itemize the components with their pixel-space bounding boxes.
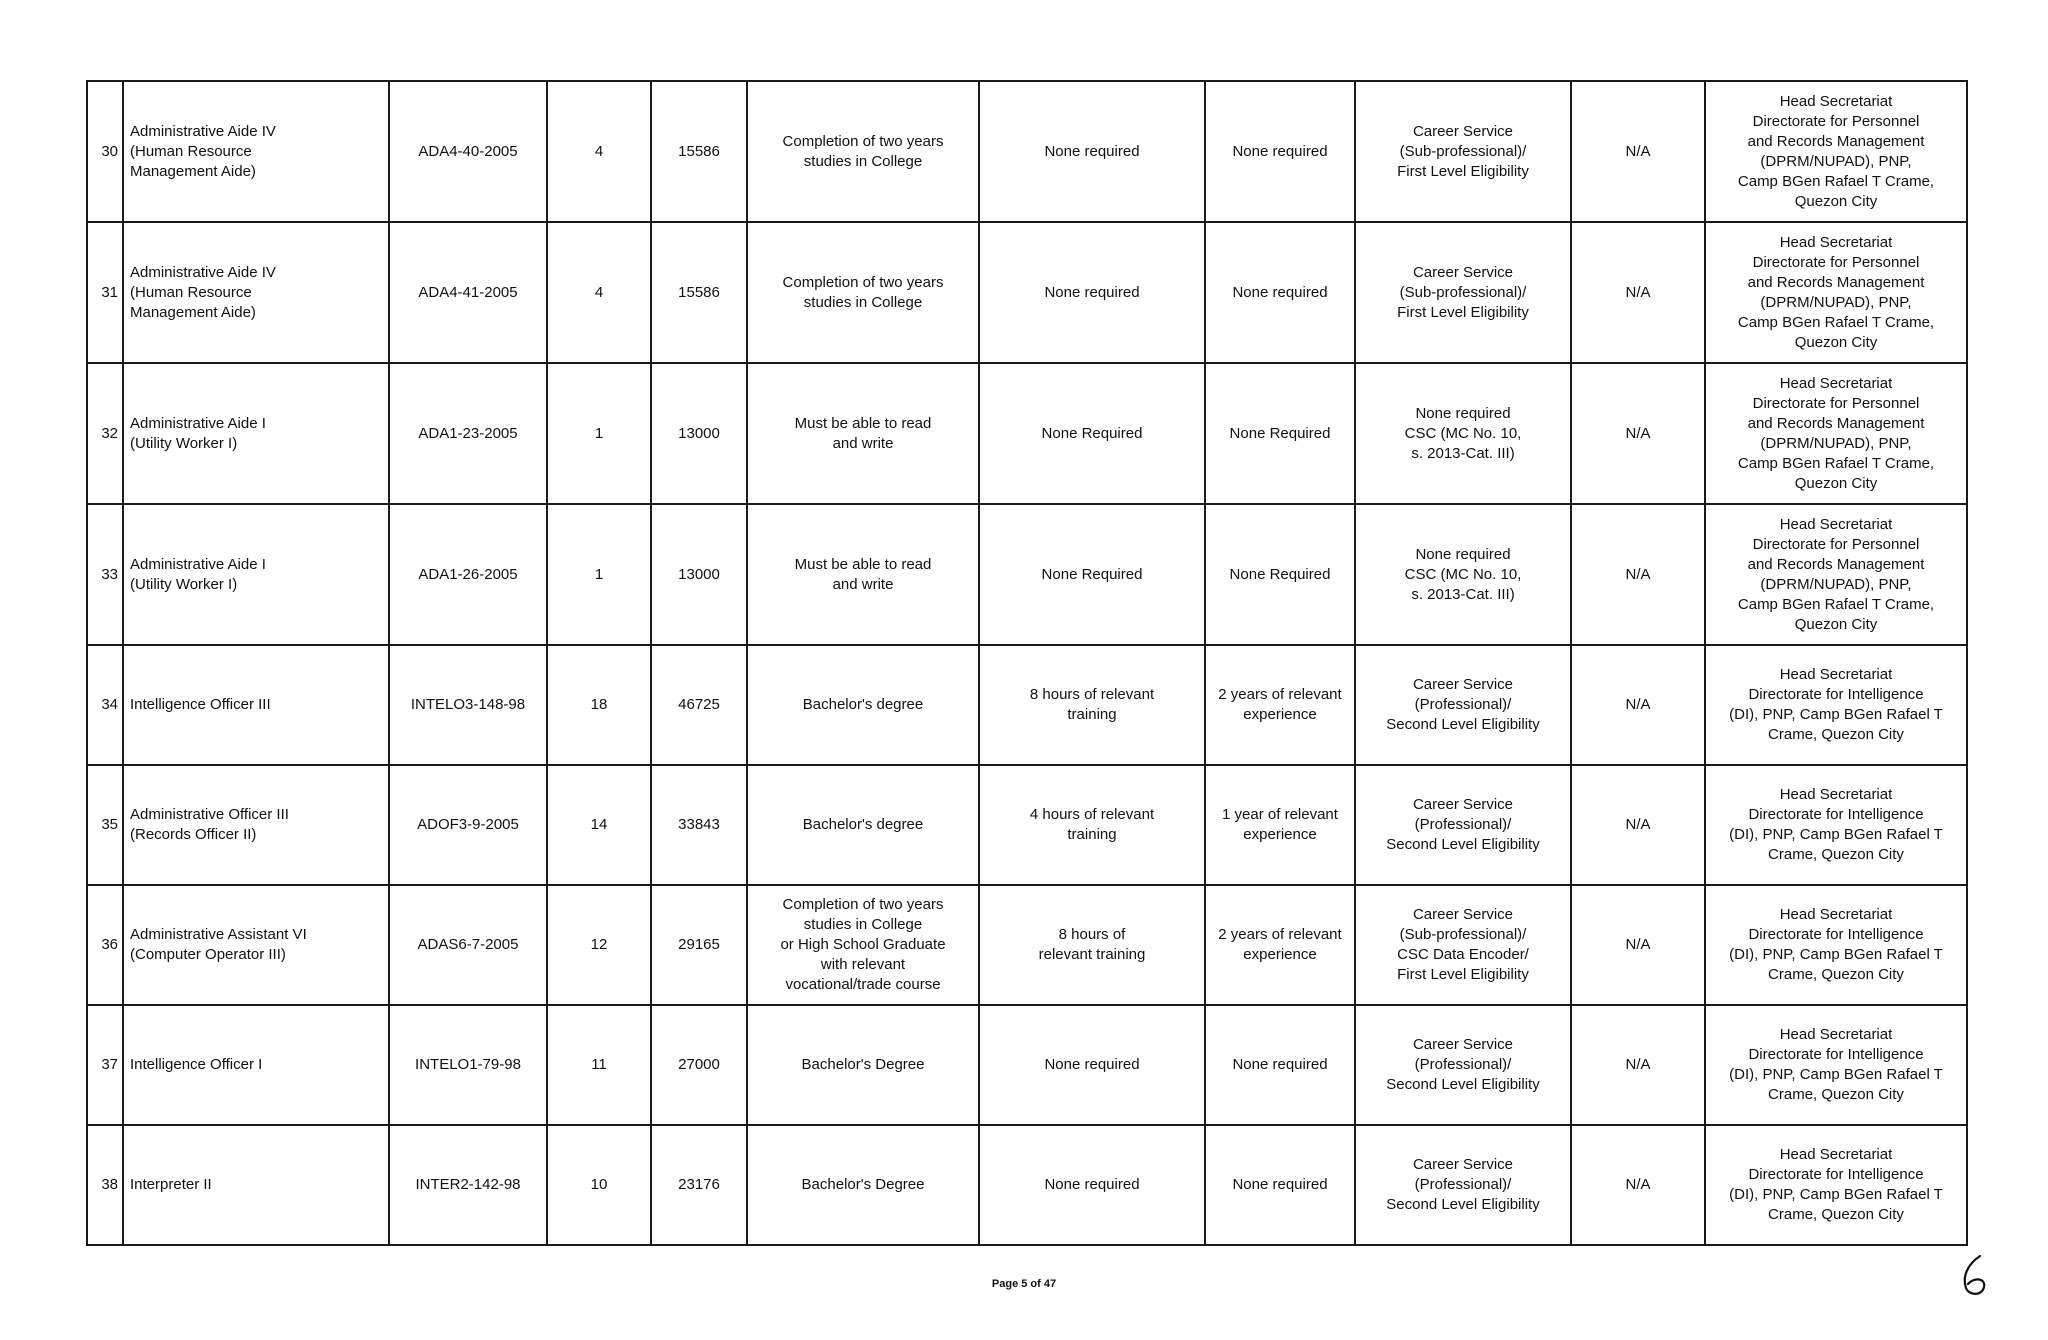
- monthly-salary: 27000: [651, 1005, 747, 1125]
- plantilla-item-number: ADA1-23-2005: [389, 363, 547, 504]
- training-requirement: None required: [979, 222, 1205, 363]
- training-requirement: None Required: [979, 363, 1205, 504]
- monthly-salary: 46725: [651, 645, 747, 765]
- position-title: Administrative Assistant VI (Computer Operator III): [123, 885, 389, 1005]
- place-of-assignment: Head Secretariat Directorate for Intelligence (DI), PNP, Camp BGen Rafael T Crame, Quezon City: [1705, 1125, 1967, 1245]
- position-title: Administrative Aide I (Utility Worker I): [123, 504, 389, 645]
- row-number: 35: [87, 765, 123, 885]
- eligibility-requirement: Career Service (Sub-professional)/ First Level Eligibility: [1355, 81, 1571, 222]
- position-title: Intelligence Officer III: [123, 645, 389, 765]
- eligibility-requirement: Career Service (Professional)/ Second Level Eligibility: [1355, 765, 1571, 885]
- training-requirement: None required: [979, 1125, 1205, 1245]
- salary-grade: 4: [547, 222, 651, 363]
- competency: N/A: [1571, 222, 1705, 363]
- position-title: Administrative Aide I (Utility Worker I): [123, 363, 389, 504]
- experience-requirement: None required: [1205, 222, 1355, 363]
- competency: N/A: [1571, 765, 1705, 885]
- experience-requirement: None required: [1205, 81, 1355, 222]
- salary-grade: 11: [547, 1005, 651, 1125]
- training-requirement: 4 hours of relevant training: [979, 765, 1205, 885]
- experience-requirement: None required: [1205, 1125, 1355, 1245]
- competency: N/A: [1571, 1005, 1705, 1125]
- position-title: Interpreter II: [123, 1125, 389, 1245]
- position-title: Administrative Aide IV (Human Resource Management Aide): [123, 81, 389, 222]
- training-requirement: 8 hours of relevant training: [979, 645, 1205, 765]
- plantilla-item-number: INTELO1-79-98: [389, 1005, 547, 1125]
- plantilla-item-number: ADA4-41-2005: [389, 222, 547, 363]
- place-of-assignment: Head Secretariat Directorate for Personnel and Records Management (DPRM/NUPAD), PNP, Camp BGen Rafael T Crame, Quezon City: [1705, 81, 1967, 222]
- competency: N/A: [1571, 645, 1705, 765]
- competency: N/A: [1571, 1125, 1705, 1245]
- table-body: [87, 81, 1967, 1245]
- row-number: 30: [87, 81, 123, 222]
- place-of-assignment: Head Secretariat Directorate for Personnel and Records Management (DPRM/NUPAD), PNP, Camp BGen Rafael T Crame, Quezon City: [1705, 504, 1967, 645]
- salary-grade: 1: [547, 504, 651, 645]
- eligibility-requirement: Career Service (Sub-professional)/ CSC Data Encoder/ First Level Eligibility: [1355, 885, 1571, 1005]
- salary-grade: 12: [547, 885, 651, 1005]
- row-number: 36: [87, 885, 123, 1005]
- training-requirement: None Required: [979, 504, 1205, 645]
- plantilla-item-number: ADA4-40-2005: [389, 81, 547, 222]
- experience-requirement: 1 year of relevant experience: [1205, 765, 1355, 885]
- training-requirement: 8 hours of relevant training: [979, 885, 1205, 1005]
- competency: N/A: [1571, 81, 1705, 222]
- monthly-salary: 13000: [651, 504, 747, 645]
- position-title: Intelligence Officer I: [123, 1005, 389, 1125]
- place-of-assignment: Head Secretariat Directorate for Intelligence (DI), PNP, Camp BGen Rafael T Crame, Quezon City: [1705, 1005, 1967, 1125]
- table-row: [87, 81, 1967, 222]
- place-of-assignment: Head Secretariat Directorate for Intelligence (DI), PNP, Camp BGen Rafael T Crame, Quezon City: [1705, 885, 1967, 1005]
- education-requirement: Completion of two years studies in College or High School Graduate with relevant vocational/trade course: [747, 885, 979, 1005]
- competency: N/A: [1571, 504, 1705, 645]
- salary-grade: 18: [547, 645, 651, 765]
- plantilla-item-number: ADOF3-9-2005: [389, 765, 547, 885]
- eligibility-requirement: Career Service (Professional)/ Second Level Eligibility: [1355, 645, 1571, 765]
- experience-requirement: 2 years of relevant experience: [1205, 645, 1355, 765]
- row-number: 37: [87, 1005, 123, 1125]
- monthly-salary: 23176: [651, 1125, 747, 1245]
- table-row: [87, 222, 1967, 363]
- table-row: [87, 1125, 1967, 1245]
- eligibility-requirement: Career Service (Sub-professional)/ First Level Eligibility: [1355, 222, 1571, 363]
- place-of-assignment: Head Secretariat Directorate for Personnel and Records Management (DPRM/NUPAD), PNP, Camp BGen Rafael T Crame, Quezon City: [1705, 222, 1967, 363]
- salary-grade: 10: [547, 1125, 651, 1245]
- training-requirement: None required: [979, 81, 1205, 222]
- competency: N/A: [1571, 363, 1705, 504]
- place-of-assignment: Head Secretariat Directorate for Intelligence (DI), PNP, Camp BGen Rafael T Crame, Quezon City: [1705, 645, 1967, 765]
- vacancy-table: [86, 80, 1968, 1246]
- place-of-assignment: Head Secretariat Directorate for Intelligence (DI), PNP, Camp BGen Rafael T Crame, Quezon City: [1705, 765, 1967, 885]
- education-requirement: Completion of two years studies in College: [747, 81, 979, 222]
- training-requirement: None required: [979, 1005, 1205, 1125]
- education-requirement: Bachelor's Degree: [747, 1005, 979, 1125]
- eligibility-requirement: Career Service (Professional)/ Second Level Eligibility: [1355, 1125, 1571, 1245]
- education-requirement: Bachelor's Degree: [747, 1125, 979, 1245]
- experience-requirement: None Required: [1205, 504, 1355, 645]
- eligibility-requirement: None required CSC (MC No. 10, s. 2013-Cat. III): [1355, 363, 1571, 504]
- table-row: [87, 363, 1967, 504]
- experience-requirement: None required: [1205, 1005, 1355, 1125]
- monthly-salary: 33843: [651, 765, 747, 885]
- plantilla-item-number: INTELO3-148-98: [389, 645, 547, 765]
- monthly-salary: 29165: [651, 885, 747, 1005]
- table-row: [87, 765, 1967, 885]
- table-row: [87, 645, 1967, 765]
- place-of-assignment: Head Secretariat Directorate for Personnel and Records Management (DPRM/NUPAD), PNP, Camp BGen Rafael T Crame, Quezon City: [1705, 363, 1967, 504]
- monthly-salary: 13000: [651, 363, 747, 504]
- plantilla-item-number: ADA1-26-2005: [389, 504, 547, 645]
- education-requirement: Bachelor's degree: [747, 765, 979, 885]
- table-row: [87, 885, 1967, 1005]
- education-requirement: Must be able to read and write: [747, 363, 979, 504]
- plantilla-item-number: ADAS6-7-2005: [389, 885, 547, 1005]
- row-number: 32: [87, 363, 123, 504]
- row-number: 34: [87, 645, 123, 765]
- salary-grade: 14: [547, 765, 651, 885]
- experience-requirement: None Required: [1205, 363, 1355, 504]
- salary-grade: 4: [547, 81, 651, 222]
- education-requirement: Bachelor's degree: [747, 645, 979, 765]
- eligibility-requirement: None required CSC (MC No. 10, s. 2013-Cat. III): [1355, 504, 1571, 645]
- monthly-salary: 15586: [651, 81, 747, 222]
- education-requirement: Must be able to read and write: [747, 504, 979, 645]
- competency: N/A: [1571, 885, 1705, 1005]
- salary-grade: 1: [547, 363, 651, 504]
- monthly-salary: 15586: [651, 222, 747, 363]
- experience-requirement: 2 years of relevant experience: [1205, 885, 1355, 1005]
- row-number: 38: [87, 1125, 123, 1245]
- plantilla-item-number: INTER2-142-98: [389, 1125, 547, 1245]
- page-number: Page 5 of 47: [991, 1278, 1057, 1290]
- row-number: 33: [87, 504, 123, 645]
- education-requirement: Completion of two years studies in College: [747, 222, 979, 363]
- row-number: 31: [87, 222, 123, 363]
- eligibility-requirement: Career Service (Professional)/ Second Level Eligibility: [1355, 1005, 1571, 1125]
- position-title: Administrative Aide IV (Human Resource Management Aide): [123, 222, 389, 363]
- handwritten-page-mark: [1950, 1250, 2010, 1300]
- table-row: [87, 504, 1967, 645]
- table-row: [87, 1005, 1967, 1125]
- position-title: Administrative Officer III (Records Officer II): [123, 765, 389, 885]
